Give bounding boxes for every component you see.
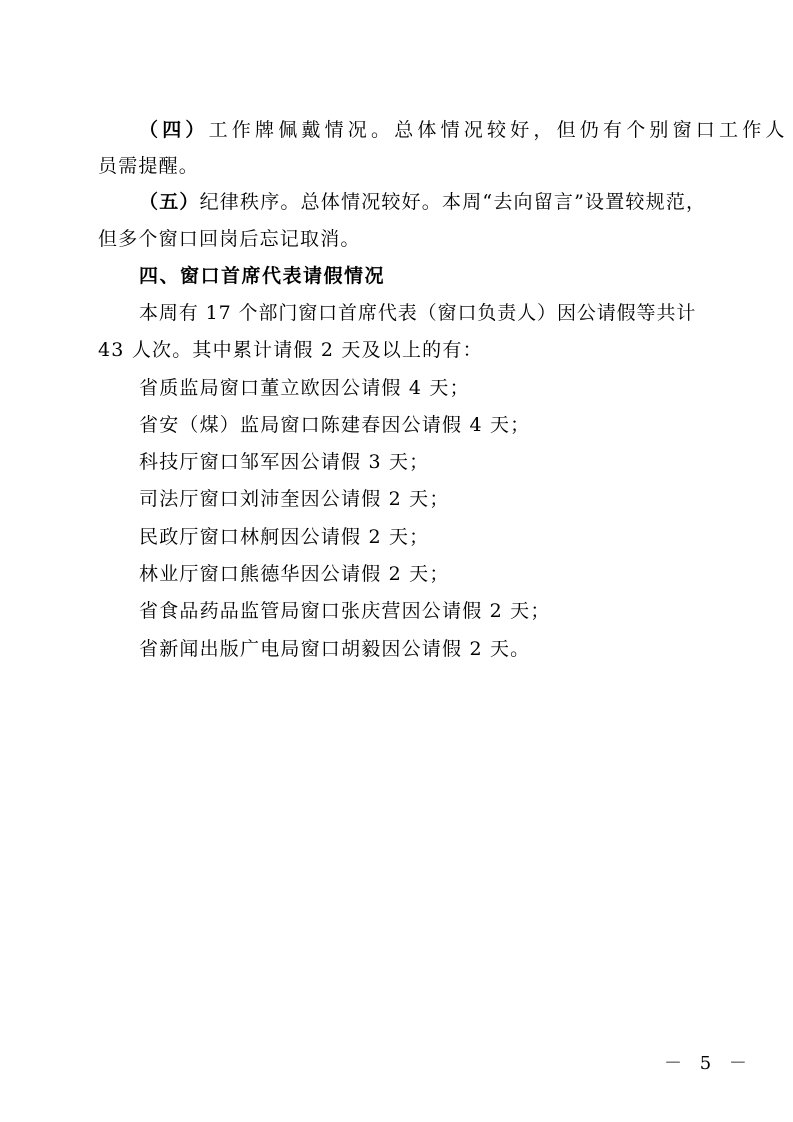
leave-item-5: 民政厅窗口林舸因公请假 2 天； [139, 526, 430, 548]
paragraph-five-text: 纪律秩序。总体情况较好。本周“去向留言”设置较规范， [199, 191, 707, 213]
section-heading: 四、窗口首席代表请假情况 [139, 265, 386, 287]
leave-item-3: 科技厅窗口邹军因公请假 3 天； [139, 451, 430, 473]
leave-item-2: 省安（煤）监局窗口陈建春因公请假 4 天； [139, 414, 531, 436]
leave-item-7: 省食品药品监管局窗口张庆营因公请假 2 天； [139, 600, 551, 622]
paragraph-four-text: 工作牌佩戴情况。总体情况较好，但仍有个别窗口工作人 [208, 119, 789, 141]
paragraph-four-line-1 [139, 118, 789, 142]
leave-item-4: 司法厅窗口刘沛奎因公请假 2 天； [139, 488, 450, 510]
paragraph-four-line-2: 员需提醒。 [98, 155, 200, 177]
leave-item-1: 省质监局窗口董立欧因公请假 4 天； [139, 377, 470, 399]
paragraph-five-label: （五） [139, 191, 200, 213]
paragraph-four-label: （四） [139, 119, 209, 141]
intro-line-2: 43 人次。其中累计请假 2 天及以上的有： [98, 339, 483, 361]
intro-line-1: 本周有 17 个部门窗口首席代表（窗口负责人）因公请假等共计 [139, 302, 697, 324]
page-number: － 5 － [664, 1053, 753, 1074]
paragraph-five-line-2: 但多个窗口回岗后忘记取消。 [98, 228, 361, 250]
leave-item-6: 林业厅窗口熊德华因公请假 2 天； [139, 563, 450, 585]
leave-item-8: 省新闻出版广电局窗口胡毅因公请假 2 天。 [139, 638, 531, 660]
paragraph-five-line-1 [139, 190, 706, 214]
